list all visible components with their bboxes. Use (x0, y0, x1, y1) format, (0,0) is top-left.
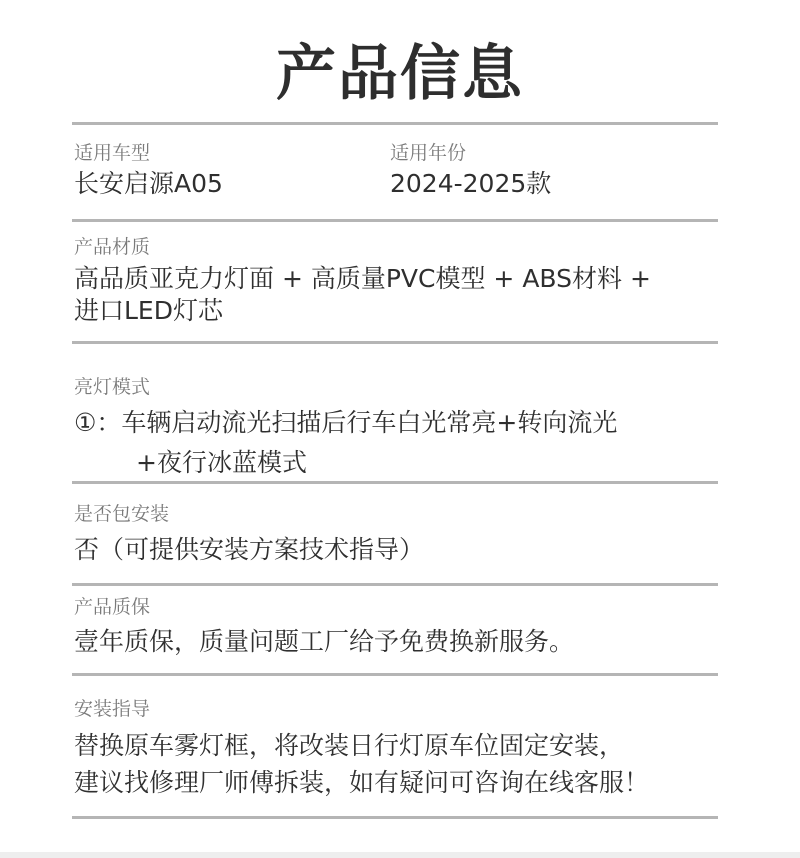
material-label: 产品材质 (74, 236, 151, 258)
bottom-strip (0, 852, 800, 858)
page-title: 产品信息 (276, 39, 524, 109)
divider (72, 481, 718, 484)
installation-label: 是否包安装 (74, 503, 170, 525)
divider (72, 341, 718, 344)
warranty-label: 产品质保 (74, 596, 151, 618)
install-guide-value-line-1: 替换原车雾灯框，将改装日行灯原车位固定安装， (74, 731, 625, 760)
divider (72, 219, 718, 222)
car-model-value: 长安启源A05 (74, 169, 223, 198)
warranty-value: 壹年质保，质量问题工厂给予免费换新服务。 (74, 627, 575, 656)
material-value-line-1: 高品质亚克力灯面 + 高质量PVC模型 + ABS材料 + (74, 264, 651, 293)
year-value: 2024-2025款 (390, 169, 552, 198)
divider (72, 673, 718, 676)
year-label: 适用年份 (390, 142, 467, 164)
material-value-line-2: 进口LED灯芯 (74, 296, 223, 325)
installation-value: 否（可提供安装方案技术指导） (74, 535, 425, 564)
car-model-label: 适用车型 (74, 142, 151, 164)
light-mode-label: 亮灯模式 (74, 376, 151, 398)
divider (72, 583, 718, 586)
install-guide-value-line-2: 建议找修理厂师傅拆装，如有疑问可咨询在线客服！ (74, 768, 650, 797)
light-mode-value-line-2: +夜行冰蓝模式 (136, 448, 307, 477)
light-mode-value-line-1: ①：车辆启动流光扫描后行车白光常亮+转向流光 (74, 408, 618, 437)
divider (72, 816, 718, 819)
install-guide-label: 安装指导 (74, 698, 151, 720)
divider (72, 122, 718, 125)
